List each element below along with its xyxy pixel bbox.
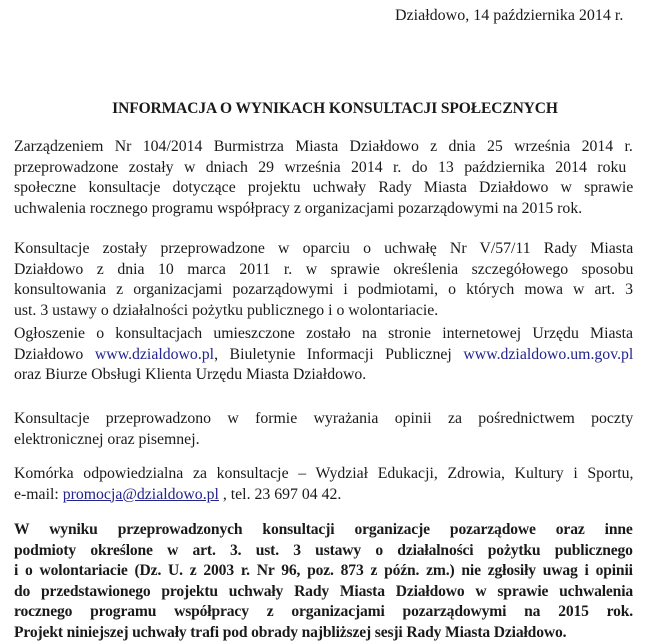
text-line: oraz Biurze Obsługi Klienta Urzędu Miasta Działdowo. [14,366,367,384]
text-line: i o wolontariacie (Dz. U. z 2003 r. Nr 96, poz. 873 z późn. zm.) nie zgłosiły uwag i opinii [14,562,633,580]
text-line: podmioty określone w art. 3. ust. 3 ustawy o działalności pożytku publicznego [14,541,633,559]
paragraph-consultation-order [14,137,633,219]
text-line: społeczne konsultacje dotyczące projektu uchwały Rady Miasta Działdowo w sprawie [14,179,634,197]
text-line-with-links [14,345,633,366]
text-line: uchwalenia rocznego programu współpracy z organizacjami pozarządowymi na 2015 rok. [14,199,583,217]
text-fragment: , tel. 23 697 04 42. [218,485,342,503]
text-line: W wyniku przeprowadzonych konsultacji organizacje pozarządowe oraz inne [14,521,633,538]
text-fragment: , Biuletynie Informacji Publicznej [214,345,464,363]
paragraph-contact [14,464,633,505]
text-line: Działdowo z dnia 10 marca 2011 r. w sprawie określenia szczegółowego sposobu [14,260,634,278]
text-line: rocznego programu współpracy z organizacjami pozarządowymi na 2015 rok. [14,603,634,621]
paragraph-result-summary [14,520,633,644]
paragraph-consultation-form [14,409,633,450]
email-link[interactable]: promocja@dzialdowo.pl [62,485,219,503]
text-line: ust. 3 ustawy o działalności pożytku publicznego i o wolontariacie. [14,301,439,319]
text-line-with-email [14,485,633,506]
text-line: Ogłoszenie o konsultacjach umieszczone zostało na stronie internetowej Urzędu Miasta [14,325,634,342]
paragraph-announcement [14,324,633,386]
document-title: INFORMACJA O WYNIKACH KONSULTACJI SPOŁECZNYCH [112,100,558,117]
text-line: Konsultacje przeprowadzono w formie wyrażania opinii za pośrednictwem poczty [14,410,634,427]
text-line: Projekt niniejszej uchwały trafi pod obrady najbliższej sesji Rady Miasta Działdowo. [14,623,567,641]
text-fragment: e-mail: [14,485,63,503]
date-line: Działdowo, 14 października 2014 r. [395,7,624,24]
bip-link[interactable]: www.dzialdowo.um.gov.pl [463,345,634,363]
text-line: do przedstawionego projektu uchwały Rady Miasta Działdowo w sprawie uchwalenia [14,582,634,600]
text-line: Konsultacje zostały przeprowadzone w oparciu o uchwałę Nr V/57/11 Rady Miasta [14,240,634,257]
text-line: elektronicznej oraz pisemnej. [14,430,200,448]
text-line: przeprowadzone zostały w dniach 29 września 2014 r. do 13 października 2014 roku [14,158,627,176]
website-link[interactable]: www.dzialdowo.pl [94,345,215,363]
text-fragment: Działdowo [14,345,95,363]
text-line: konsultowania z organizacjami pozarządowymi i podmiotami, o których mowa w art. 3 [14,281,634,299]
text-line: Zarządzeniem Nr 104/2014 Burmistrza Miasta Działdowo z dnia 25 września 2014 r. [14,138,633,155]
paragraph-legal-basis [14,239,633,321]
text-line: Komórka odpowiedzialna za konsultacje – Wydział Edukacji, Zdrowia, Kultury i Sportu, [14,465,634,482]
